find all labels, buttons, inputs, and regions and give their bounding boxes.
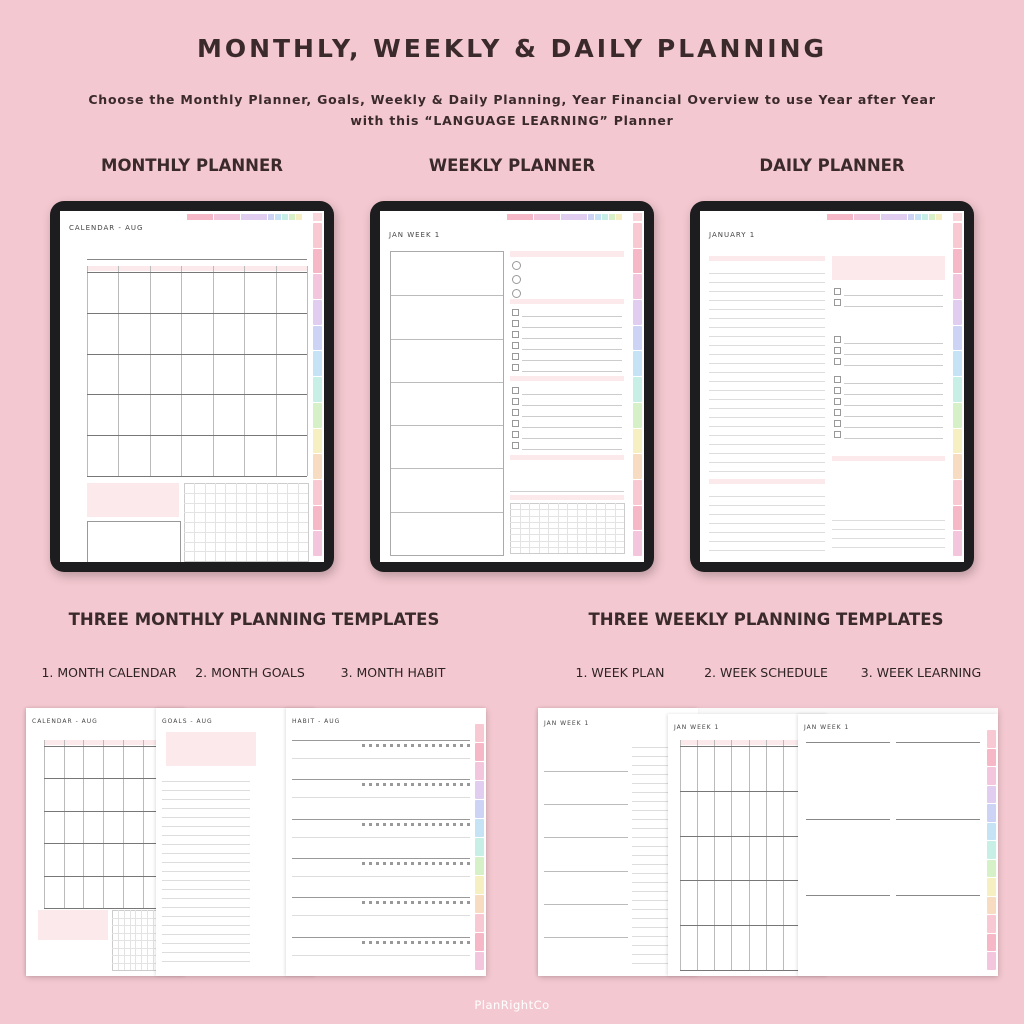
- daily-planner-heading: DAILY PLANNER: [759, 156, 905, 175]
- page-title: MONTHLY, WEEKLY & DAILY PLANNING: [196, 34, 828, 63]
- weekly-templates-preview: [538, 708, 998, 976]
- home-icon[interactable]: [313, 213, 322, 221]
- subtitle-line-2: with this “LANGUAGE LEARNING” Planner: [350, 113, 674, 128]
- schedule-column: [709, 256, 825, 478]
- template-week-learning: 3. WEEK LEARNING: [860, 665, 982, 680]
- three-weekly-heading: THREE WEEKLY PLANNING TEMPLATES: [588, 610, 944, 629]
- template-week-schedule: 2. WEEK SCHEDULE: [704, 665, 828, 680]
- week-plan-page: JAN WEEK 1: [538, 708, 698, 976]
- daily-planner-screen: [700, 211, 964, 562]
- weekly-planner-heading: WEEKLY PLANNER: [428, 156, 596, 175]
- day-title: JANUARY 1: [709, 231, 756, 239]
- calendar-grid: [87, 266, 307, 476]
- month-habit-page: HABIT - AUG: [286, 708, 486, 976]
- monthly-templates-preview: [26, 708, 486, 976]
- subtitle-line-1: Choose the Monthly Planner, Goals, Weekly & Daily Planning, Year Financial Overview to use Year after Year: [88, 92, 936, 107]
- monthly-planner-screen: [60, 211, 324, 562]
- week-days-column: [390, 251, 504, 556]
- month-goals-page: GOALS - AUG: [156, 708, 316, 976]
- monthly-planner-heading: MONTHLY PLANNER: [101, 156, 283, 175]
- top-tabs: [507, 214, 622, 220]
- week-title: JAN WEEK 1: [389, 231, 441, 239]
- home-icon[interactable]: [953, 213, 962, 221]
- template-month-goals: 2. MONTH GOALS: [195, 665, 305, 680]
- three-monthly-heading: THREE MONTHLY PLANNING TEMPLATES: [68, 610, 440, 629]
- calendar-title: CALENDAR - AUG: [69, 224, 144, 232]
- side-tabs[interactable]: [953, 223, 962, 556]
- monthly-notes-box: [87, 521, 181, 562]
- top-tabs: [827, 214, 942, 220]
- week-schedule-page: JAN WEEK 1: [668, 714, 828, 976]
- weekly-planner-tablet: [370, 201, 654, 572]
- monthly-planner-tablet: [50, 201, 334, 572]
- home-icon[interactable]: [633, 213, 642, 221]
- side-tabs[interactable]: [313, 223, 322, 556]
- week-learning-page: JAN WEEK 1: [798, 714, 998, 976]
- template-month-calendar: 1. MONTH CALENDAR: [41, 665, 177, 680]
- monthly-focus-box: [87, 483, 179, 517]
- page-subtitle: [0, 89, 1024, 131]
- notes-grid: [184, 483, 308, 561]
- weekly-planner-screen: [380, 211, 644, 562]
- template-month-habit: 3. MONTH HABIT: [340, 665, 446, 680]
- side-tabs[interactable]: [633, 223, 642, 556]
- top-tabs: [187, 214, 302, 220]
- template-week-plan: 1. WEEK PLAN: [575, 665, 665, 680]
- brand-watermark: PlanRightCo: [474, 998, 550, 1012]
- week-right-column: [510, 251, 624, 554]
- month-calendar-page: CALENDAR - AUG: [26, 708, 186, 976]
- tasks-column: [832, 256, 945, 486]
- daily-planner-tablet: [690, 201, 974, 572]
